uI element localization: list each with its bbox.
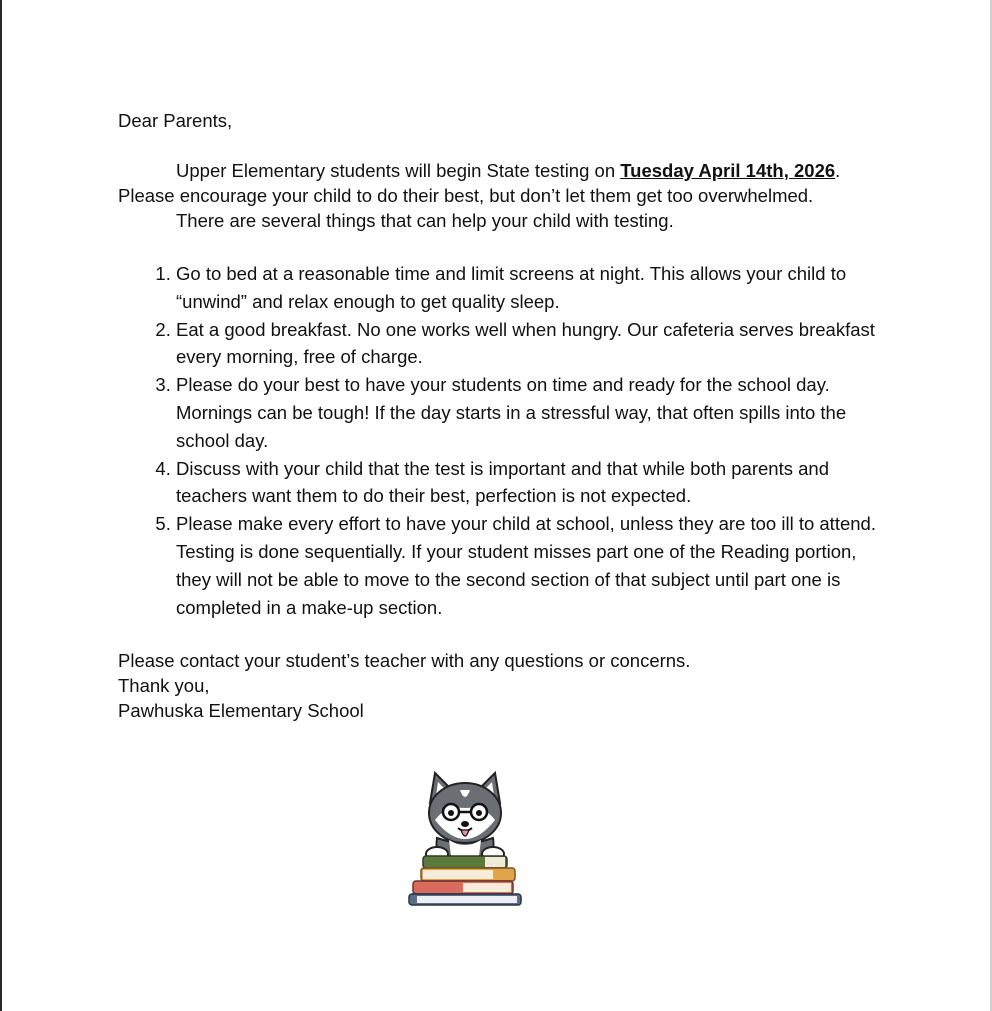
intro-line-3: There are several things that can help your child with testing. bbox=[176, 210, 674, 231]
intro-period: . bbox=[835, 160, 841, 181]
letter bbox=[118, 108, 888, 723]
closing-line: Please contact your student’s teacher with any questions or concerns. bbox=[118, 650, 691, 672]
intro-line-2: Please encourage your child to do their best, but don’t let them get too overwhelmed. bbox=[118, 185, 814, 206]
intro-paragraph bbox=[118, 158, 888, 233]
test-date: Tuesday April 14th, 2026 bbox=[620, 160, 836, 181]
list-item: 3. Please do your best to have your students on time and ready for the school day. Mornings can be tough! If the day starts in a stressful way, that often spills into the school day. bbox=[176, 371, 888, 454]
sign-off: Thank you, bbox=[118, 675, 210, 697]
page-edge-left bbox=[0, 0, 2, 1011]
list-item: 2. Eat a good breakfast. No one works well when hungry. Our cafeteria serves breakfast every morning, free of charge. bbox=[176, 316, 888, 372]
list-item: 1. Go to bed at a reasonable time and limit screens at night. This allows your child to “unwind” and relax enough to get quality sleep. bbox=[176, 260, 888, 316]
husky-on-books-icon bbox=[405, 768, 525, 908]
list-item: 5. Please make every effort to have your child at school, unless they are too ill to attend. Testing is done sequentially. If your student misses part one of the Reading portion, they will not be able to move to the second section of that subject until part one is completed in a make-up section. bbox=[176, 510, 888, 621]
tips-list bbox=[118, 260, 888, 621]
greeting: Dear Parents, bbox=[118, 110, 233, 131]
list-item: 4. Discuss with your child that the test is important and that while both parents and teachers want them to do their best, perfection is not expected. bbox=[176, 455, 888, 511]
intro-line-1 bbox=[118, 158, 888, 183]
closing bbox=[118, 648, 888, 723]
intro-text: Upper Elementary students will begin State testing on bbox=[176, 160, 621, 181]
signature: Pawhuska Elementary School bbox=[118, 700, 364, 722]
